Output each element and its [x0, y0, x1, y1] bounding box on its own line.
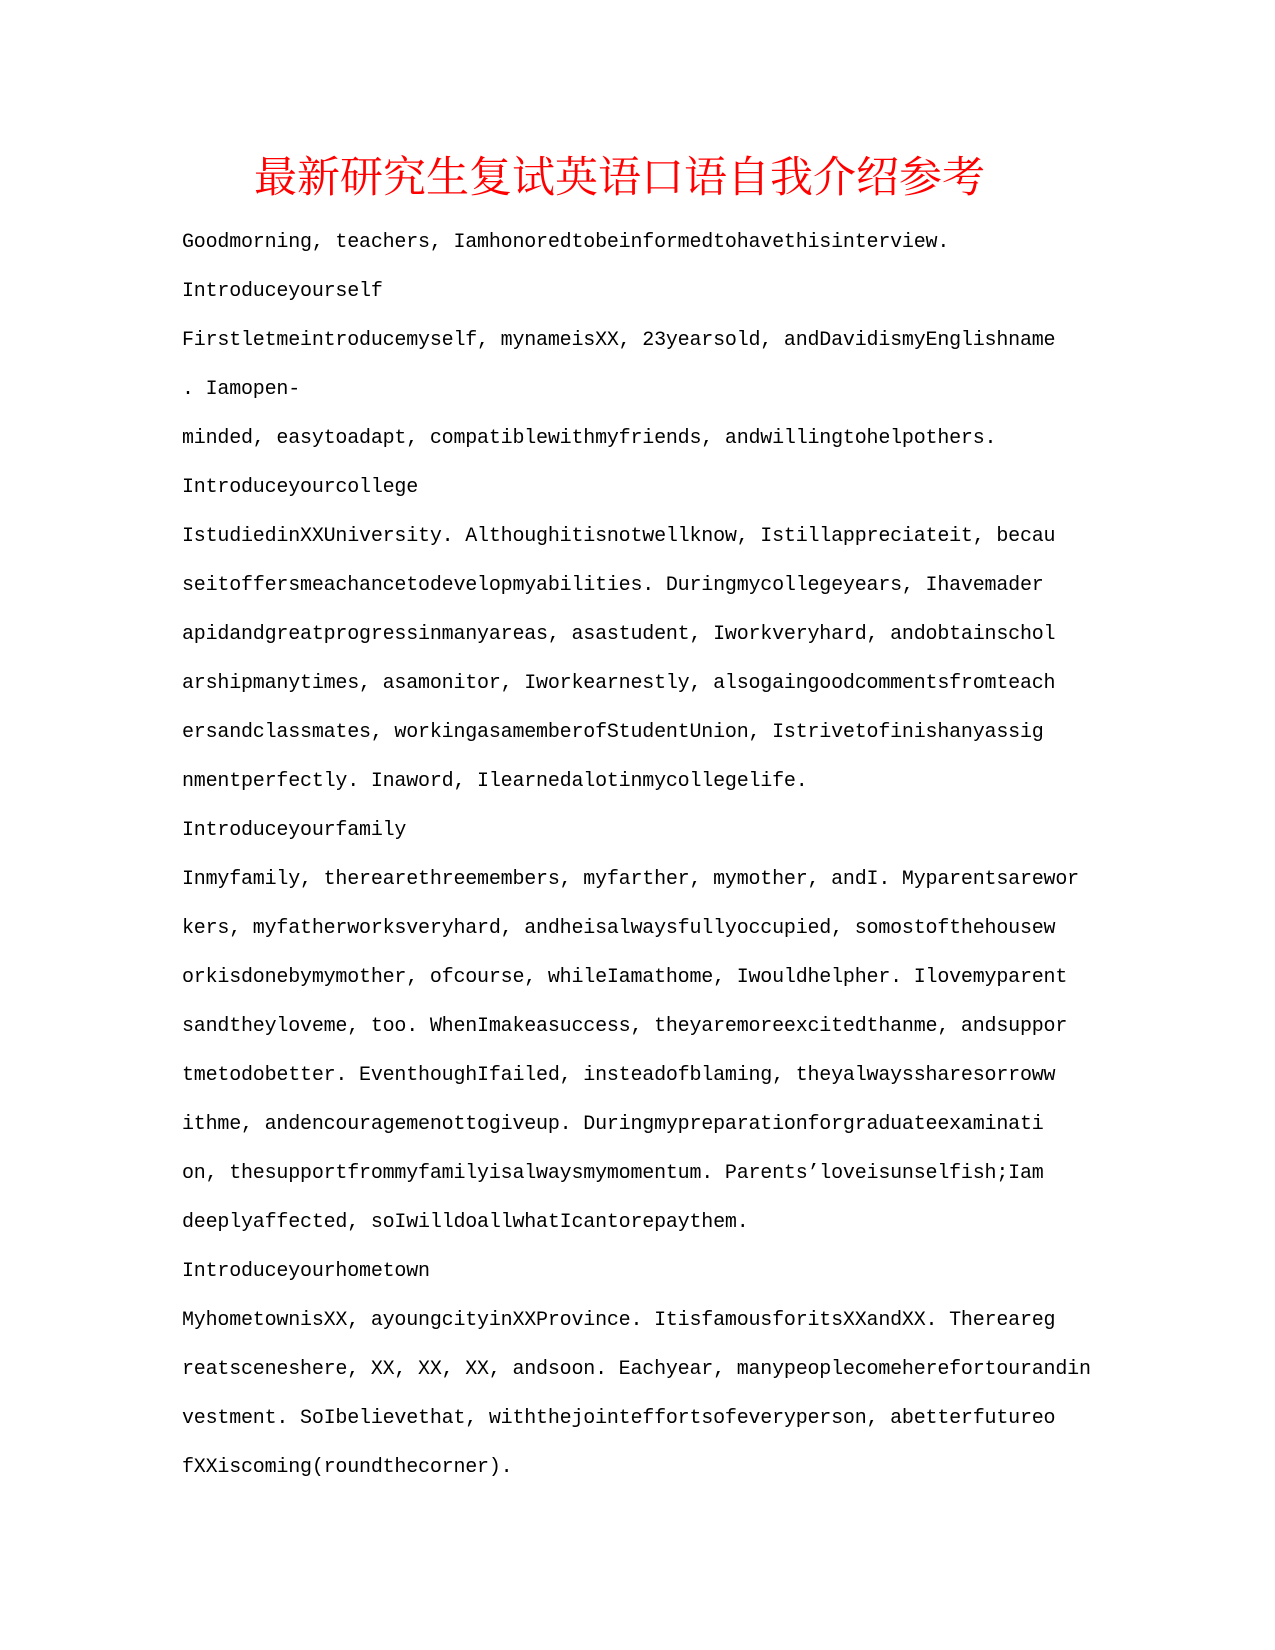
text-line: kers, myfatherworksveryhard, andheisalwaysfullyoccupied, somostofthehousew [182, 917, 1056, 940]
text-line: on, thesupportfrommyfamilyisalwaysmymomentum. Parents’loveisunselfish;Iam [182, 1162, 1044, 1185]
text-line: fXXiscoming(roundthecorner). [182, 1456, 513, 1479]
document-body [182, 218, 1102, 1492]
text-line: Introduceyourfamily [182, 819, 407, 842]
text-line: Introduceyourself [182, 280, 383, 303]
document-title: 最新研究生复试英语口语自我介绍参考 [254, 153, 985, 203]
text-line: deeplyaffected, soIwilldoallwhatIcantorepaythem. [182, 1211, 749, 1234]
text-line: Introduceyourcollege [182, 476, 419, 499]
text-line: . Iamopen- [182, 378, 301, 401]
text-line: seitoffersmeachancetodevelopmyabilities. Duringmycollegeyears, Ihavemader [182, 574, 1044, 597]
text-line: Goodmorning, teachers, Iamhonoredtobeinformedtohavethisinterview. [182, 231, 950, 254]
text-line: Firstletmeintroducemyself, mynameisXX, 23yearsold, andDavidismyEnglishname [182, 329, 1056, 352]
text-line: IstudiedinXXUniversity. Althoughitisnotwellknow, Istillappreciateit, becau [182, 525, 1056, 548]
text-line: reatsceneshere, XX, XX, XX, andsoon. Eachyear, manypeoplecomeherefortourandin [182, 1358, 1091, 1381]
text-line: arshipmanytimes, asamonitor, Iworkearnestly, alsogaingoodcommentsfromteach [182, 672, 1056, 695]
text-line: orkisdonebymymother, ofcourse, whileIamathome, Iwouldhelpher. Ilovemyparent [182, 966, 1068, 989]
text-line: ersandclassmates, workingasamemberofStudentUnion, Istrivetofinishanyassig [182, 721, 1044, 744]
text-line: ithme, andencouragemenottogiveup. Duringmypreparationforgraduateexaminati [182, 1113, 1044, 1136]
text-line: apidandgreatprogressinmanyareas, asastudent, Iworkveryhard, andobtainschol [182, 623, 1056, 646]
text-line: nmentperfectly. Inaword, Ilearnedalotinmycollegelife. [182, 770, 808, 793]
text-line: MyhometownisXX, ayoungcityinXXProvince. ItisfamousforitsXXandXX. Thereareg [182, 1309, 1056, 1332]
text-line: vestment. SoIbelievethat, withthejointeffortsofeveryperson, abetterfutureo [182, 1407, 1056, 1430]
text-line: minded, easytoadapt, compatiblewithmyfriends, andwillingtohelpothers. [182, 427, 997, 450]
text-line: Introduceyourhometown [182, 1260, 430, 1283]
text-line: Inmyfamily, therearethreemembers, myfarther, mymother, andI. Myparentsarewor [182, 868, 1079, 891]
text-line: tmetodobetter. EventhoughIfailed, insteadofblaming, theyalwayssharesorroww [182, 1064, 1056, 1087]
text-line: sandtheyloveme, too. WhenImakeasuccess, theyaremoreexcitedthanme, andsuppor [182, 1015, 1068, 1038]
